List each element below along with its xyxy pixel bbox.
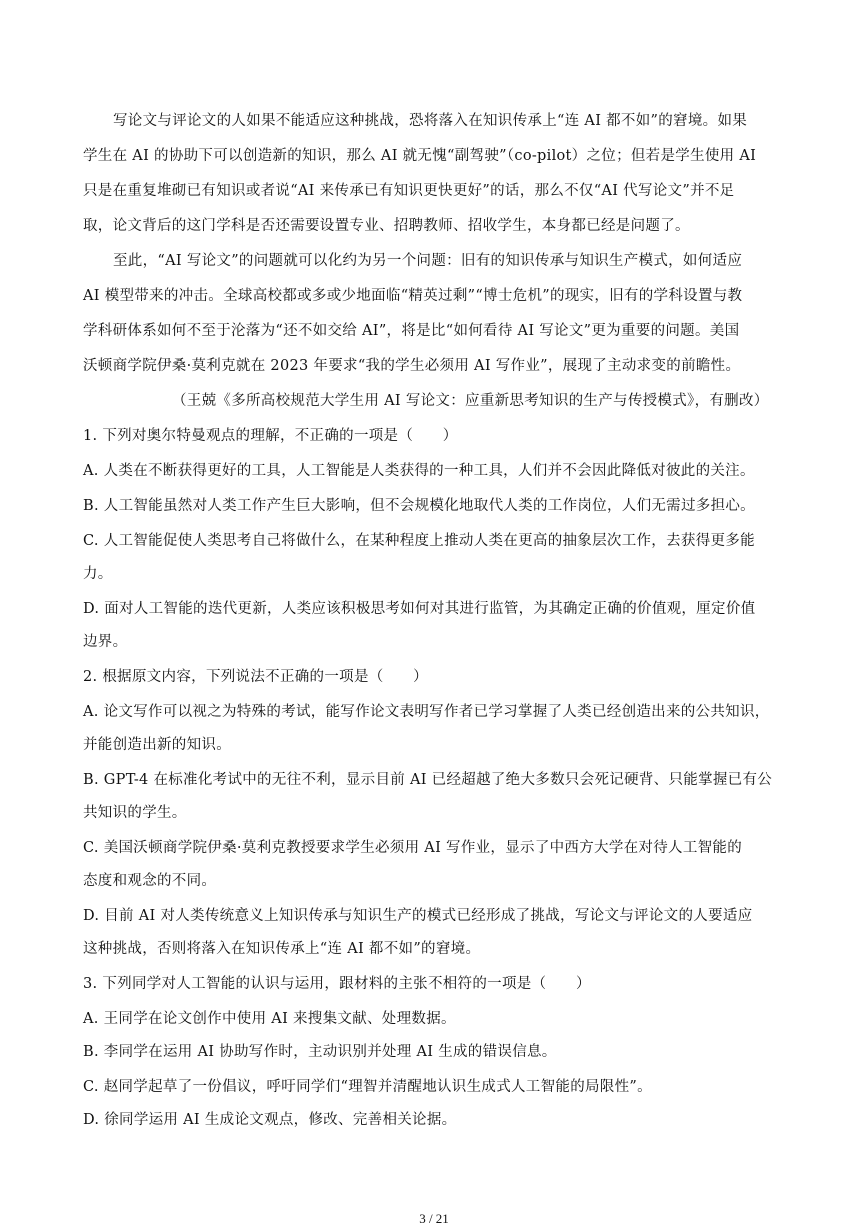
question-1-option-d: D. 面对人工智能的迭代更新，人类应该积极思考如何对其进行监管，为其确定正确的价值观，厘定价值	[83, 601, 756, 617]
question-3-option-d: D. 徐同学运用 AI 生成论文观点，修改、完善相关论据。	[83, 1112, 457, 1128]
passage-para1-line-2: 学生在 AI 的协助下可以创造新的知识，那么 AI 就无愧“副驾驶”（co-pilot）之位；但若是学生使用 AI	[83, 148, 757, 164]
page-number: 3 / 21	[419, 1211, 449, 1226]
question-2-option-b-cont: 共知识的学生。	[83, 805, 187, 821]
question-2-option-a: A. 论文写作可以视之为特殊的考试，能写作论文表明写作者已学习掌握了人类已经创造出来的公共知识，	[83, 704, 770, 720]
question-2-option-d: D. 目前 AI 对人类传统意义上知识传承与知识生产的模式已经形成了挑战，写论文与评论文的人要适应	[83, 908, 753, 924]
question-1-option-c: C. 人工智能促使人类思考自己将做什么，在某种程度上推动人类在更高的抽象层次工作，去获得更多能	[83, 533, 755, 549]
passage-para1-line-1: 写论文与评论文的人如果不能适应这种挑战，恐将落入在知识传承上“连 AI 都不如”的窘境。如果	[113, 113, 748, 129]
question-2-option-c-cont: 态度和观念的不同。	[83, 873, 217, 889]
question-2-option-a-cont: 并能创造出新的知识。	[83, 737, 231, 753]
question-2-option-c: C. 美国沃顿商学院伊桑·莫利克教授要求学生必须用 AI 写作业，显示了中西方大学在对待人工智能的	[83, 840, 743, 856]
passage-para1-line-3: 只是在重复堆砌已有知识或者说“AI 来传承已有知识更快更好”的话，那么不仅“AI 代写论文”并不足	[83, 183, 735, 199]
passage-para2-line-2: AI 模型带来的冲击。全球高校都或多或少地面临“精英过剩”“博士危机”的现实，旧有的学科设置与教	[83, 288, 743, 304]
question-3-option-a: A. 王同学在论文创作中使用 AI 来搜集文献、处理数据。	[83, 1011, 456, 1027]
question-1-option-a: A. 人类在不断获得更好的工具，人工智能是人类获得的一种工具，人们并不会因此降低对彼此的关注。	[83, 463, 755, 479]
passage-para2-line-3: 学科研体系如何不至于沦落为“还不如交给 AI”，将是比“如何看待 AI 写论文”更为重要的问题。美国	[83, 323, 740, 339]
passage-para1-line-4: 取，论文背后的这门学科是否还需要设置专业、招聘教师、招收学生，本身都已经是问题了。	[83, 218, 690, 234]
question-1-option-d-cont: 边界。	[83, 634, 128, 650]
question-3-option-c: C. 赵同学起草了一份倡议，呼吁同学们“理智并清醒地认识生成式人工智能的局限性”。	[83, 1079, 652, 1095]
question-2-option-d-cont: 这种挑战，否则将落入在知识传承上“连 AI 都不如”的窘境。	[83, 941, 481, 957]
question-3-option-b: B. 李同学在运用 AI 协助写作时，主动识别并处理 AI 生成的错误信息。	[83, 1044, 557, 1060]
question-2-option-b: B. GPT-4 在标准化考试中的无往不利，显示目前 AI 已经超越了绝大多数只会死记硬背、只能掌握已有公	[83, 772, 773, 788]
passage-para2-line-4: 沃顿商学院伊桑·莫利克就在 2023 年要求“我的学生必须用 AI 写作业”，展现了主动求变的前瞻性。	[83, 358, 741, 374]
question-1-option-b: B. 人工智能虽然对人类工作产生巨大影响，但不会规模化地取代人类的工作岗位，人们无需过多担心。	[83, 498, 755, 514]
question-2-stem: 2. 根据原文内容，下列说法不正确的一项是（ ）	[83, 669, 428, 685]
question-1-stem: 1. 下列对奥尔特曼观点的理解，不正确的一项是（ ）	[83, 428, 458, 444]
passage-citation: （王兢《多所高校规范大学生用 AI 写论文：应重新思考知识的生产与传授模式》，有删改）	[172, 393, 769, 409]
question-3-stem: 3. 下列同学对人工智能的认识与运用，跟材料的主张不相符的一项是（ ）	[83, 976, 591, 992]
question-1-option-c-cont: 力。	[83, 566, 113, 582]
passage-para2-line-1: 至此，“AI 写论文”的问题就可以化约为另一个问题：旧有的知识传承与知识生产模式，如何适应	[113, 253, 743, 269]
